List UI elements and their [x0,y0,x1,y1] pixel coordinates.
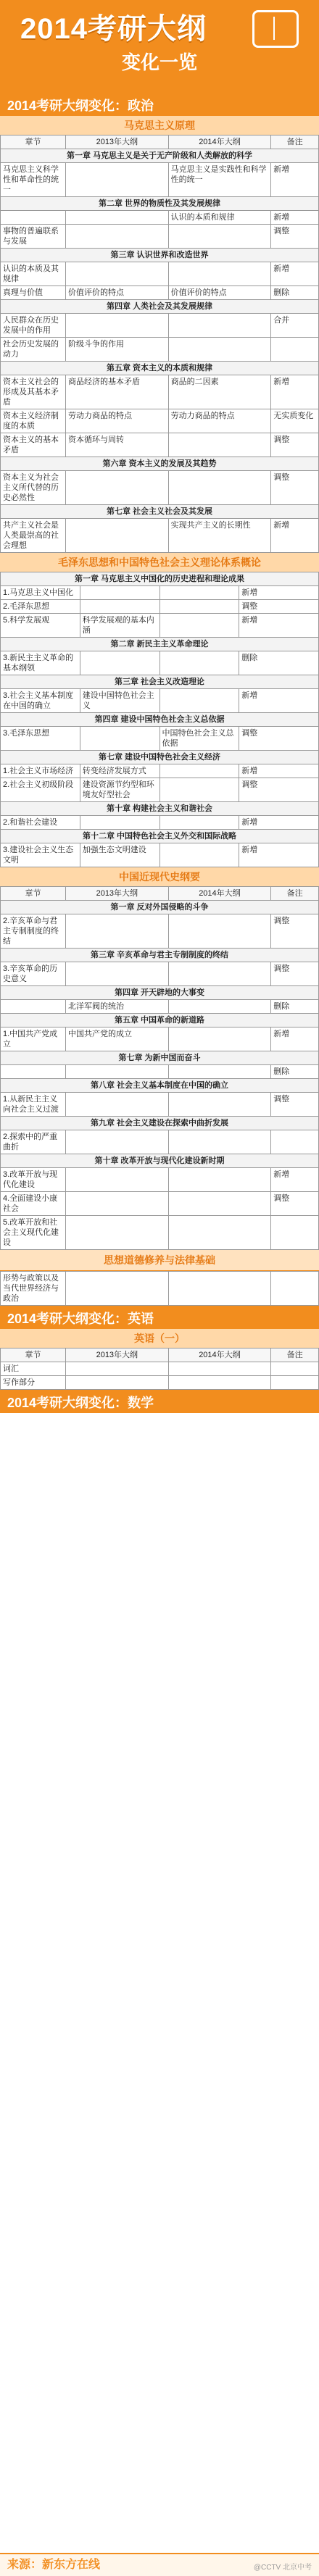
cell-2014 [160,651,239,675]
cell-note: 新增 [271,163,319,197]
cell-2014 [168,338,271,362]
table-row [1,1051,319,1065]
cell-chapter: 认识的本质及其规律 [1,262,66,286]
col-2013: 2013年大纲 [66,887,169,901]
cell-2013 [66,211,169,225]
cell-2013 [66,1362,169,1376]
table-row [1,375,319,409]
chapter-heading: 第十章 改革开放与现代化建设新时期 [1,1154,319,1168]
table-row [1,362,319,375]
cell-chapter: 事物的普遍联系与发展 [1,225,66,249]
cell-2013: 资本循环与周转 [66,433,169,457]
cell-2014 [168,1362,271,1376]
table-row [1,986,319,1000]
politics-rows [1,149,319,553]
cell-2013: 转变经济发展方式 [80,764,160,778]
cell-2013 [66,1093,169,1117]
hero-banner [0,0,319,93]
cell-chapter: 3.建设社会主义生态文明 [1,843,80,867]
table-row [1,713,319,727]
cell-2013 [66,1216,169,1250]
table-row [1,197,319,211]
table-row [1,314,319,338]
table-row [1,949,319,962]
cell-note: 新增 [239,843,319,867]
cell-2014: 商品的二因素 [168,375,271,409]
cell-note: 删除 [271,1000,319,1014]
chapter-heading: 第九章 社会主义建设在探索中曲折发展 [1,1117,319,1130]
cell-2014: 实现共产主义的长期性 [168,519,271,553]
cell-2014: 劳动力商品的特点 [168,409,271,433]
col-2013: 2013年大纲 [66,136,169,149]
cell-2014 [160,764,239,778]
watermark: @CCTV 北京中考 [253,2564,312,2572]
cell-2014 [168,1130,271,1154]
cell-chapter: 5.科学发展观 [1,614,80,638]
table-row [1,830,319,843]
english-section-title: 2014考研大纲变化：英语 [0,1306,319,1329]
cell-2014 [168,1168,271,1192]
cell-chapter: 1.中国共产党成立 [1,1028,66,1051]
cell-note [271,1376,319,1390]
cell-chapter: 马克思主义科学性和革命性的统一 [1,163,66,197]
cell-2013 [66,163,169,197]
table-row [1,586,319,600]
cell-2014 [168,914,271,949]
cell-note: 新增 [271,1168,319,1192]
cell-2014 [168,1093,271,1117]
cell-2013 [66,1130,169,1154]
cell-2014 [168,1000,271,1014]
chapter-heading: 第六章 资本主义的发展及其趋势 [1,457,319,471]
cell-2013: 中国共产党的成立 [66,1028,169,1051]
cell-2013 [80,600,160,614]
cell-note: 删除 [239,651,319,675]
cell-chapter: 社会历史发展的动力 [1,338,66,362]
cell-2013: 商品经济的基本矛盾 [66,375,169,409]
cell-2013 [66,1065,169,1079]
col-2014: 2014年大纲 [168,136,271,149]
cell-2013 [80,727,160,751]
cell-chapter [1,1000,66,1014]
cell-note: 删除 [271,1065,319,1079]
table-row [1,471,319,505]
chapter-heading: 第十二章 中国特色社会主义外交和国际战略 [1,830,319,843]
cell-note [271,338,319,362]
table-row [1,457,319,471]
table-row [1,962,319,986]
cell-2014 [168,314,271,338]
maogai-table [0,572,319,867]
cell-note: 新增 [239,586,319,600]
chapter-heading: 第一章 马克思主义中国化的历史进程和理论成果 [1,572,319,586]
cell-note [271,1362,319,1376]
chapter-heading: 第一章 马克思主义是关于无产阶级和人类解放的科学 [1,149,319,163]
chapter-heading: 第二章 世界的物质性及其发展规律 [1,197,319,211]
table-row [1,505,319,519]
cell-2014 [168,225,271,249]
cell-chapter: 1.从新民主主义向社会主义过渡 [1,1093,66,1117]
cell-2014 [168,1376,271,1390]
col-note: 备注 [271,136,319,149]
table-row [1,1168,319,1192]
table-row [1,572,319,586]
cell-note [271,1130,319,1154]
col-2014: 2014年大纲 [168,887,271,901]
cell-chapter: 真理与价值 [1,286,66,300]
table-row [1,1117,319,1130]
table-row [1,651,319,675]
table-row [1,1130,319,1154]
table-row [1,1192,319,1216]
book-icon [252,10,299,48]
cell-2013 [66,1168,169,1192]
cell-chapter: 5.改革开放和社会主义现代化建设 [1,1216,66,1250]
hero-title: 2014考研大纲 [20,13,207,45]
cell-2013 [66,519,169,553]
cell-2014 [168,962,271,986]
chapter-heading: 第五章 中国革命的新道路 [1,1014,319,1028]
cell-2013 [66,1376,169,1390]
table-row [1,300,319,314]
cell-note: 新增 [239,816,319,830]
cell-chapter: 2.毛泽东思想 [1,600,80,614]
table-row [1,914,319,949]
cell-2013 [80,651,160,675]
table-row [1,1272,319,1306]
cell-chapter: 形势与政策以及当代世界经济与政治 [1,1272,66,1306]
cell-note: 调整 [271,225,319,249]
chapter-heading: 第一章 反对外国侵略的斗争 [1,901,319,914]
cell-note [271,1216,319,1250]
cell-chapter: 3.新民主主义革命的基本纲领 [1,651,80,675]
cell-2014: 价值评价的特点 [168,286,271,300]
cell-note: 新增 [239,614,319,638]
table-row [1,816,319,830]
chapter-heading: 第四章 开天辟地的大事变 [1,986,319,1000]
table-row [1,1014,319,1028]
cell-note: 调整 [271,1093,319,1117]
chapter-heading: 第七章 建设中国特色社会主义经济 [1,751,319,764]
cell-note: 无实质变化 [271,409,319,433]
table-row [1,433,319,457]
col-2014: 2014年大纲 [168,1349,271,1362]
cell-chapter: 3.社会主义基本制度在中国的确立 [1,689,80,713]
table-row [1,262,319,286]
table-row [1,764,319,778]
cell-2013 [66,262,169,286]
politics-subsection-title: 马克思主义原理 [0,116,319,135]
cell-chapter: 3.改革开放与现代化建设 [1,1168,66,1192]
col-2013: 2013年大纲 [66,1349,169,1362]
chapter-heading: 第八章 社会主义基本制度在中国的确立 [1,1079,319,1093]
maogai-subsection-title: 毛泽东思想和中国特色社会主义理论体系概论 [0,553,319,572]
cell-note [271,1272,319,1306]
cell-chapter: 人民群众在历史发展中的作用 [1,314,66,338]
chapter-heading: 第三章 辛亥革命与君主专制制度的终结 [1,949,319,962]
cell-2014 [160,778,239,802]
table-row [1,338,319,362]
table-row [1,519,319,553]
chapter-heading: 第三章 认识世界和改造世界 [1,249,319,262]
cell-note: 合并 [271,314,319,338]
cell-2013: 建设资源节约型和环境友好型社会 [80,778,160,802]
math-section-title: 2014考研大纲变化：数学 [0,1390,319,1413]
table-row [1,1028,319,1051]
cell-2014 [168,1192,271,1216]
cell-2013: 价值评价的特点 [66,286,169,300]
cell-2014: 认识的本质和规律 [168,211,271,225]
table-row [1,901,319,914]
cell-2013 [66,471,169,505]
cell-2014 [160,614,239,638]
cell-2014 [160,689,239,713]
cell-2013 [66,1192,169,1216]
cell-chapter [1,1065,66,1079]
cell-2013: 阶级斗争的作用 [66,338,169,362]
table-row [1,689,319,713]
cell-note: 新增 [239,689,319,713]
cell-chapter: 2.探索中的严重曲折 [1,1130,66,1154]
cell-note: 新增 [271,519,319,553]
chapter-heading: 第五章 资本主义的本质和规律 [1,362,319,375]
cell-2014 [160,816,239,830]
cell-2014 [160,586,239,600]
cell-note: 调整 [271,433,319,457]
ethics-subsection-title: 思想道德修养与法律基础 [0,1250,319,1271]
table-row [1,286,319,300]
table-row [1,600,319,614]
table-row [1,778,319,802]
cell-2014 [168,471,271,505]
cell-2013: 劳动力商品的特点 [66,409,169,433]
cell-note: 新增 [271,262,319,286]
cell-2014: 中国特色社会主义总依据 [160,727,239,751]
chapter-heading: 第二章 新民主主义革命理论 [1,638,319,651]
cell-chapter: 资本主义经济制度的本质 [1,409,66,433]
english-table [0,1348,319,1390]
table-row [1,149,319,163]
cell-note: 调整 [271,914,319,949]
table-row [1,1065,319,1079]
history-table [0,886,319,1250]
table-row [1,1216,319,1250]
cell-note: 新增 [271,211,319,225]
table-row [1,843,319,867]
cell-2013 [66,1272,169,1306]
cell-note: 新增 [239,764,319,778]
table-row [1,802,319,816]
table-row [1,249,319,262]
cell-2014 [168,262,271,286]
table-row [1,1376,319,1390]
cell-2013: 加强生态文明建设 [80,843,160,867]
cell-2014 [168,1065,271,1079]
chapter-heading: 第七章 为新中国而奋斗 [1,1051,319,1065]
cell-2014 [168,1272,271,1306]
chapter-heading: 第三章 社会主义改造理论 [1,675,319,689]
table-row [1,675,319,689]
cell-note: 调整 [271,1192,319,1216]
cell-2013 [66,962,169,986]
col-note: 备注 [271,1349,319,1362]
cell-chapter: 1.马克思主义中国化 [1,586,80,600]
cell-chapter: 2.社会主义初级阶段 [1,778,80,802]
cell-2013 [66,225,169,249]
cell-chapter: 资本主义社会的形成及其基本矛盾 [1,375,66,409]
cell-2014 [168,1216,271,1250]
table-row [1,638,319,651]
cell-note: 调整 [271,962,319,986]
cell-chapter: 词汇 [1,1362,66,1376]
hero-subtitle: 变化一览 [121,51,197,73]
cell-chapter: 3.辛亥革命的历史意义 [1,962,66,986]
chapter-heading: 第四章 人类社会及其发展规律 [1,300,319,314]
cell-2013: 北洋军阀的统治 [66,1000,169,1014]
cell-2014 [168,1028,271,1051]
english-subsection-title: 英语（一） [0,1329,319,1348]
table-row [1,211,319,225]
cell-2013: 建设中国特色社会主义 [80,689,160,713]
cell-note: 调整 [271,471,319,505]
cell-2013 [66,914,169,949]
table-row [1,1093,319,1117]
cell-2014 [168,433,271,457]
cell-2014 [160,843,239,867]
cell-chapter: 写作部分 [1,1376,66,1390]
cell-2013 [80,586,160,600]
table-row [1,727,319,751]
footer-source: 来源：新东方在线 [0,2553,319,2576]
cell-2013 [66,314,169,338]
table-row [1,1000,319,1014]
cell-note: 调整 [239,727,319,751]
cell-note: 新增 [271,375,319,409]
politics-table [0,135,319,553]
cell-chapter: 2.和谐社会建设 [1,816,80,830]
cell-chapter: 资本主义为社会主义所代替的历史必然性 [1,471,66,505]
table-row [1,1362,319,1376]
politics-section-title: 2014考研大纲变化：政治 [0,93,319,116]
ethics-table [0,1271,319,1306]
cell-chapter: 1.社会主义市场经济 [1,764,80,778]
cell-2013 [80,816,160,830]
cell-note: 调整 [239,600,319,614]
cell-chapter [1,211,66,225]
table-row [1,614,319,638]
col-chapter: 章节 [1,887,66,901]
table-row [1,1079,319,1093]
cell-note: 删除 [271,286,319,300]
table-row [1,751,319,764]
table-row [1,1154,319,1168]
table-row [1,163,319,197]
cell-note: 新增 [271,1028,319,1051]
chapter-heading: 第七章 社会主义社会及其发展 [1,505,319,519]
cell-chapter: 2.辛亥革命与君主专制制度的终结 [1,914,66,949]
history-subsection-title: 中国近现代史纲要 [0,867,319,886]
chapter-heading: 第十章 构建社会主义和谐社会 [1,802,319,816]
cell-note: 调整 [239,778,319,802]
cell-2013: 科学发展观的基本内涵 [80,614,160,638]
table-row [1,225,319,249]
col-note: 备注 [271,887,319,901]
cell-2014: 马克思主义是实践性和科学性的统一 [168,163,271,197]
chapter-heading: 第四章 建设中国特色社会主义总依据 [1,713,319,727]
table-row [1,409,319,433]
col-chapter: 章节 [1,1349,66,1362]
cell-chapter: 资本主义的基本矛盾 [1,433,66,457]
cell-chapter: 共产主义社会是人类最崇高的社会理想 [1,519,66,553]
cell-chapter: 3.毛泽东思想 [1,727,80,751]
cell-chapter: 4.全面建设小康社会 [1,1192,66,1216]
cell-2014 [160,600,239,614]
col-chapter: 章节 [1,136,66,149]
